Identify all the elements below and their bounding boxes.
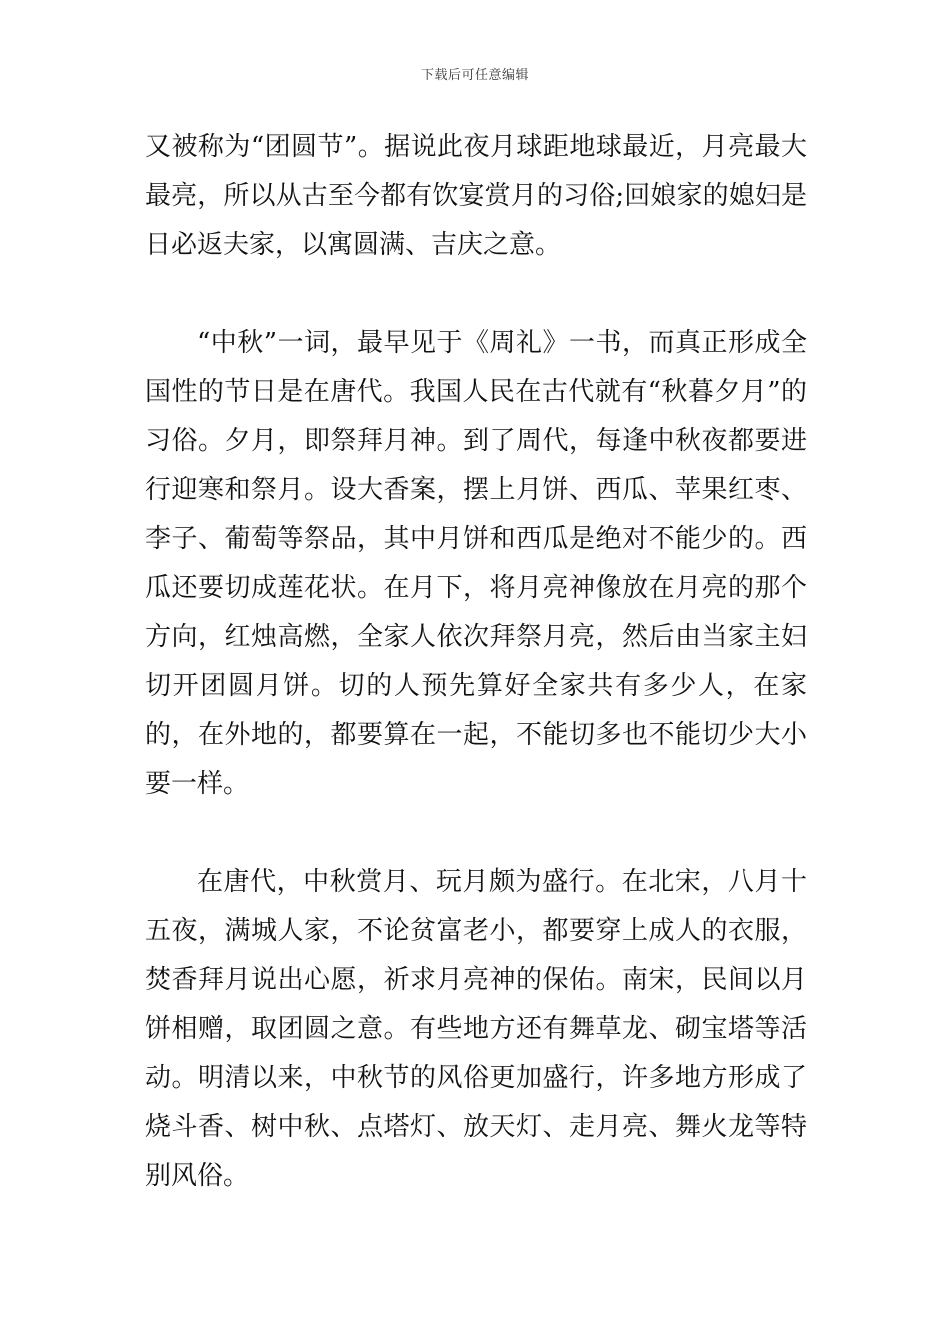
paragraph-3: 在唐代，中秋赏月、玩月颇为盛行。在北宋，八月十五夜，满城人家，不论贫富老小，都要穿上成人的衣服，焚香拜月说出心愿，祈求月亮神的保佑。南宋，民间以月饼相赠，取团圆之意。有些地方还有舞草龙、砌宝塔等活动。明清以来，中秋节的风俗更加盛行，许多地方形成了烧斗香、树中秋、点塔灯、放天灯、走月亮、舞火龙等特别风俗。 [145,867,807,1191]
paragraph-spacer [145,270,807,319]
paragraph-2: “中秋”一词，最早见于《周礼》一书，而真正形成全国性的节日是在唐代。我国人民在古代就有“秋暮夕月”的习俗。夕月，即祭拜月神。到了周代，每逢中秋夜都要进行迎寒和祭月。设大香案，摆上月饼、西瓜、苹果红枣、李子、葡萄等祭品，其中月饼和西瓜是绝对不能少的。西瓜还要切成莲花状。在月下，将月亮神像放在月亮的那个方向，红烛高燃，全家人依次拜祭月亮，然后由当家主妇切开团圆月饼。切的人预先算好全家共有多少人，在家的，在外地的，都要算在一起，不能切多也不能切少大小要一样。 [145,328,807,799]
document-body [145,123,807,1201]
paragraph-1: 又被称为“团圆节”。据说此夜月球距地球最近，月亮最大最亮，所以从古至今都有饮宴赏月的习俗;回娘家的媳妇是日必返夫家，以寓圆满、吉庆之意。 [145,132,807,260]
paragraph-spacer [145,809,807,858]
header-note: 下载后可任意编辑 [420,68,529,83]
